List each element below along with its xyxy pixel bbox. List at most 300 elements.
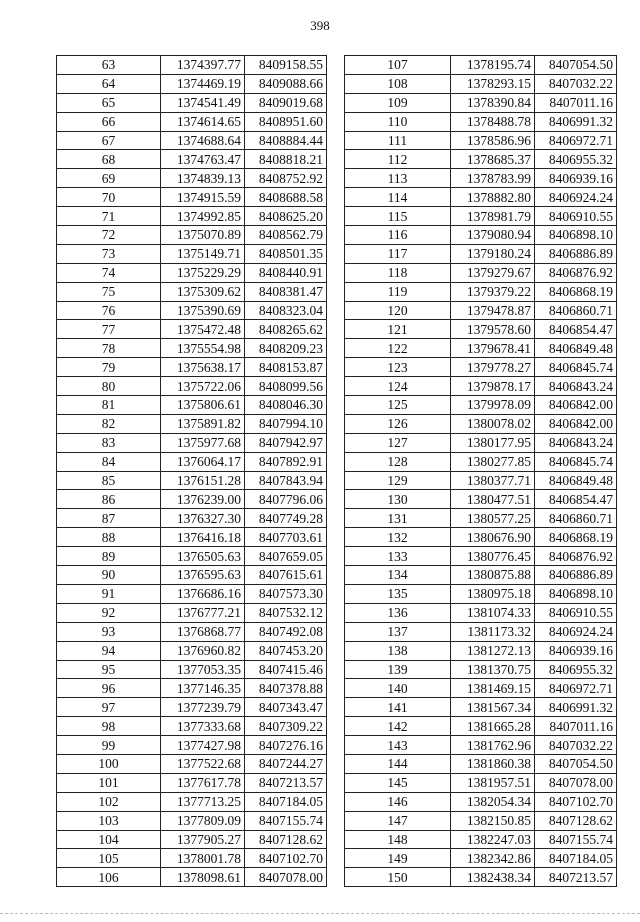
point-number: 79	[57, 358, 161, 377]
point-number: 100	[57, 754, 161, 773]
x-coordinate: 1374763.47	[161, 150, 245, 169]
table-row	[345, 811, 617, 830]
x-coordinate: 1376505.63	[161, 547, 245, 566]
table-row	[57, 74, 327, 93]
point-number: 140	[345, 679, 451, 698]
table-row	[57, 490, 327, 509]
y-coordinate: 8406860.71	[535, 301, 617, 320]
x-coordinate: 1380177.95	[451, 433, 535, 452]
table-row	[57, 396, 327, 415]
point-number: 86	[57, 490, 161, 509]
table-row	[57, 56, 327, 75]
x-coordinate: 1378001.78	[161, 849, 245, 868]
point-number: 117	[345, 244, 451, 263]
y-coordinate: 8406886.89	[535, 244, 617, 263]
y-coordinate: 8406924.24	[535, 622, 617, 641]
y-coordinate: 8406849.48	[535, 339, 617, 358]
y-coordinate: 8409088.66	[245, 74, 327, 93]
y-coordinate: 8408951.60	[245, 112, 327, 131]
table-row	[57, 641, 327, 660]
point-number: 120	[345, 301, 451, 320]
x-coordinate: 1375229.29	[161, 263, 245, 282]
point-number: 114	[345, 188, 451, 207]
point-number: 93	[57, 622, 161, 641]
y-coordinate: 8408884.44	[245, 131, 327, 150]
table-row	[345, 414, 617, 433]
table-row	[57, 414, 327, 433]
y-coordinate: 8407615.61	[245, 566, 327, 585]
table-row	[345, 622, 617, 641]
table-row	[345, 150, 617, 169]
table-row	[345, 433, 617, 452]
table-row	[345, 56, 617, 75]
table-row	[57, 244, 327, 263]
y-coordinate: 8407078.00	[245, 868, 327, 887]
table-row	[57, 566, 327, 585]
y-coordinate: 8408562.79	[245, 226, 327, 245]
x-coordinate: 1378882.80	[451, 188, 535, 207]
x-coordinate: 1377239.79	[161, 698, 245, 717]
table-row	[57, 339, 327, 358]
coordinates-table-right	[344, 55, 617, 887]
point-number: 98	[57, 717, 161, 736]
y-coordinate: 8408153.87	[245, 358, 327, 377]
point-number: 70	[57, 188, 161, 207]
point-number: 96	[57, 679, 161, 698]
x-coordinate: 1380477.51	[451, 490, 535, 509]
y-coordinate: 8406845.74	[535, 358, 617, 377]
table-row	[57, 622, 327, 641]
point-number: 110	[345, 112, 451, 131]
point-number: 118	[345, 263, 451, 282]
table-row	[345, 74, 617, 93]
x-coordinate: 1377146.35	[161, 679, 245, 698]
table-row	[57, 263, 327, 282]
x-coordinate: 1380377.71	[451, 471, 535, 490]
x-coordinate: 1379180.24	[451, 244, 535, 263]
y-coordinate: 8406955.32	[535, 150, 617, 169]
table-row	[345, 207, 617, 226]
point-number: 142	[345, 717, 451, 736]
y-coordinate: 8407184.05	[245, 792, 327, 811]
table-row	[57, 547, 327, 566]
table-row	[345, 528, 617, 547]
x-coordinate: 1380277.85	[451, 452, 535, 471]
x-coordinate: 1381173.32	[451, 622, 535, 641]
table-row	[57, 811, 327, 830]
x-coordinate: 1380577.25	[451, 509, 535, 528]
y-coordinate: 8407796.06	[245, 490, 327, 509]
point-number: 134	[345, 566, 451, 585]
table-row	[345, 263, 617, 282]
table-row	[345, 471, 617, 490]
x-coordinate: 1378488.78	[451, 112, 535, 131]
x-coordinate: 1376777.21	[161, 603, 245, 622]
y-coordinate: 8407078.00	[535, 773, 617, 792]
y-coordinate: 8406972.71	[535, 679, 617, 698]
point-number: 65	[57, 93, 161, 112]
y-coordinate: 8406910.55	[535, 603, 617, 622]
x-coordinate: 1379778.27	[451, 358, 535, 377]
point-number: 82	[57, 414, 161, 433]
x-coordinate: 1379578.60	[451, 320, 535, 339]
point-number: 90	[57, 566, 161, 585]
table-row	[57, 433, 327, 452]
coordinates-table-left-body	[57, 56, 327, 887]
y-coordinate: 8407942.97	[245, 433, 327, 452]
point-number: 102	[57, 792, 161, 811]
coordinates-table-left	[56, 55, 327, 887]
point-number: 147	[345, 811, 451, 830]
y-coordinate: 8406898.10	[535, 226, 617, 245]
table-row	[57, 736, 327, 755]
point-number: 68	[57, 150, 161, 169]
x-coordinate: 1381567.34	[451, 698, 535, 717]
point-number: 85	[57, 471, 161, 490]
x-coordinate: 1381665.28	[451, 717, 535, 736]
x-coordinate: 1377809.09	[161, 811, 245, 830]
y-coordinate: 8406843.24	[535, 377, 617, 396]
point-number: 112	[345, 150, 451, 169]
table-row	[57, 717, 327, 736]
y-coordinate: 8408323.04	[245, 301, 327, 320]
point-number: 88	[57, 528, 161, 547]
point-number: 89	[57, 547, 161, 566]
point-number: 105	[57, 849, 161, 868]
y-coordinate: 8407892.91	[245, 452, 327, 471]
y-coordinate: 8406860.71	[535, 509, 617, 528]
table-row	[57, 660, 327, 679]
x-coordinate: 1381370.75	[451, 660, 535, 679]
x-coordinate: 1377617.78	[161, 773, 245, 792]
y-coordinate: 8407378.88	[245, 679, 327, 698]
y-coordinate: 8407659.05	[245, 547, 327, 566]
table-row	[345, 282, 617, 301]
x-coordinate: 1377333.68	[161, 717, 245, 736]
table-row	[345, 830, 617, 849]
x-coordinate: 1375806.61	[161, 396, 245, 415]
point-number: 75	[57, 282, 161, 301]
table-row	[345, 188, 617, 207]
point-number: 95	[57, 660, 161, 679]
table-row	[57, 226, 327, 245]
y-coordinate: 8406843.24	[535, 433, 617, 452]
x-coordinate: 1375309.62	[161, 282, 245, 301]
point-number: 101	[57, 773, 161, 792]
x-coordinate: 1382438.34	[451, 868, 535, 887]
y-coordinate: 8407102.70	[245, 849, 327, 868]
x-coordinate: 1378586.96	[451, 131, 535, 150]
table-row	[57, 698, 327, 717]
x-coordinate: 1380676.90	[451, 528, 535, 547]
point-number: 132	[345, 528, 451, 547]
y-coordinate: 8406939.16	[535, 641, 617, 660]
y-coordinate: 8407184.05	[535, 849, 617, 868]
point-number: 67	[57, 131, 161, 150]
x-coordinate: 1375390.69	[161, 301, 245, 320]
point-number: 148	[345, 830, 451, 849]
point-number: 146	[345, 792, 451, 811]
table-row	[345, 490, 617, 509]
page-number: 398	[310, 18, 330, 33]
y-coordinate: 8406898.10	[535, 584, 617, 603]
table-row	[57, 358, 327, 377]
table-row	[57, 207, 327, 226]
x-coordinate: 1375149.71	[161, 244, 245, 263]
x-coordinate: 1377522.68	[161, 754, 245, 773]
y-coordinate: 8407492.08	[245, 622, 327, 641]
y-coordinate: 8406868.19	[535, 282, 617, 301]
x-coordinate: 1379978.09	[451, 396, 535, 415]
y-coordinate: 8407032.22	[535, 736, 617, 755]
y-coordinate: 8407309.22	[245, 717, 327, 736]
y-coordinate: 8409158.55	[245, 56, 327, 75]
table-row	[345, 301, 617, 320]
point-number: 77	[57, 320, 161, 339]
point-number: 138	[345, 641, 451, 660]
x-coordinate: 1374469.19	[161, 74, 245, 93]
y-coordinate: 8406854.47	[535, 490, 617, 509]
x-coordinate: 1380975.18	[451, 584, 535, 603]
table-row	[57, 471, 327, 490]
point-number: 107	[345, 56, 451, 75]
table-row	[345, 868, 617, 887]
x-coordinate: 1377713.25	[161, 792, 245, 811]
table-row	[57, 754, 327, 773]
y-coordinate: 8407994.10	[245, 414, 327, 433]
y-coordinate: 8407213.57	[245, 773, 327, 792]
table-row	[57, 150, 327, 169]
x-coordinate: 1376960.82	[161, 641, 245, 660]
y-coordinate: 8408501.35	[245, 244, 327, 263]
y-coordinate: 8406845.74	[535, 452, 617, 471]
y-coordinate: 8407054.50	[535, 754, 617, 773]
table-row	[57, 282, 327, 301]
point-number: 126	[345, 414, 451, 433]
x-coordinate: 1374397.77	[161, 56, 245, 75]
x-coordinate: 1379379.22	[451, 282, 535, 301]
y-coordinate: 8407276.16	[245, 736, 327, 755]
point-number: 84	[57, 452, 161, 471]
y-coordinate: 8408381.47	[245, 282, 327, 301]
y-coordinate: 8406939.16	[535, 169, 617, 188]
x-coordinate: 1380078.02	[451, 414, 535, 433]
point-number: 74	[57, 263, 161, 282]
table-row	[57, 452, 327, 471]
y-coordinate: 8407244.27	[245, 754, 327, 773]
y-coordinate: 8407128.62	[535, 811, 617, 830]
x-coordinate: 1377427.98	[161, 736, 245, 755]
point-number: 81	[57, 396, 161, 415]
x-coordinate: 1377053.35	[161, 660, 245, 679]
table-row	[57, 792, 327, 811]
table-row	[57, 773, 327, 792]
y-coordinate: 8407032.22	[535, 74, 617, 93]
point-number: 144	[345, 754, 451, 773]
table-row	[345, 641, 617, 660]
point-number: 129	[345, 471, 451, 490]
table-row	[57, 169, 327, 188]
table-row	[345, 849, 617, 868]
y-coordinate: 8406924.24	[535, 188, 617, 207]
x-coordinate: 1381272.13	[451, 641, 535, 660]
y-coordinate: 8408625.20	[245, 207, 327, 226]
y-coordinate: 8407453.20	[245, 641, 327, 660]
y-coordinate: 8407573.30	[245, 584, 327, 603]
point-number: 80	[57, 377, 161, 396]
y-coordinate: 8406886.89	[535, 566, 617, 585]
y-coordinate: 8407011.16	[535, 717, 617, 736]
y-coordinate: 8409019.68	[245, 93, 327, 112]
x-coordinate: 1377905.27	[161, 830, 245, 849]
x-coordinate: 1381860.38	[451, 754, 535, 773]
point-number: 66	[57, 112, 161, 131]
point-number: 92	[57, 603, 161, 622]
point-number: 125	[345, 396, 451, 415]
x-coordinate: 1381957.51	[451, 773, 535, 792]
page-bottom-edge	[0, 913, 640, 914]
x-coordinate: 1380776.45	[451, 547, 535, 566]
point-number: 135	[345, 584, 451, 603]
x-coordinate: 1379080.94	[451, 226, 535, 245]
x-coordinate: 1378685.37	[451, 150, 535, 169]
y-coordinate: 8406991.32	[535, 112, 617, 131]
x-coordinate: 1379279.67	[451, 263, 535, 282]
y-coordinate: 8408046.30	[245, 396, 327, 415]
x-coordinate: 1380875.88	[451, 566, 535, 585]
x-coordinate: 1382150.85	[451, 811, 535, 830]
x-coordinate: 1376064.17	[161, 452, 245, 471]
table-row	[57, 301, 327, 320]
table-row	[345, 547, 617, 566]
x-coordinate: 1376151.28	[161, 471, 245, 490]
y-coordinate: 8407532.12	[245, 603, 327, 622]
y-coordinate: 8407343.47	[245, 698, 327, 717]
table-row	[345, 396, 617, 415]
y-coordinate: 8406842.00	[535, 396, 617, 415]
point-number: 103	[57, 811, 161, 830]
point-number: 76	[57, 301, 161, 320]
point-number: 97	[57, 698, 161, 717]
point-number: 64	[57, 74, 161, 93]
x-coordinate: 1379878.17	[451, 377, 535, 396]
table-row	[345, 603, 617, 622]
point-number: 111	[345, 131, 451, 150]
y-coordinate: 8406991.32	[535, 698, 617, 717]
point-number: 145	[345, 773, 451, 792]
x-coordinate: 1379678.41	[451, 339, 535, 358]
point-number: 109	[345, 93, 451, 112]
x-coordinate: 1381469.15	[451, 679, 535, 698]
x-coordinate: 1378195.74	[451, 56, 535, 75]
point-number: 124	[345, 377, 451, 396]
y-coordinate: 8406876.92	[535, 263, 617, 282]
x-coordinate: 1378293.15	[451, 74, 535, 93]
table-row	[57, 679, 327, 698]
point-number: 130	[345, 490, 451, 509]
table-row	[57, 112, 327, 131]
point-number: 106	[57, 868, 161, 887]
x-coordinate: 1376416.18	[161, 528, 245, 547]
x-coordinate: 1382342.86	[451, 849, 535, 868]
x-coordinate: 1375472.48	[161, 320, 245, 339]
table-row	[57, 188, 327, 207]
table-row	[345, 358, 617, 377]
table-row	[57, 528, 327, 547]
point-number: 87	[57, 509, 161, 528]
point-number: 115	[345, 207, 451, 226]
table-row	[345, 754, 617, 773]
table-row	[345, 339, 617, 358]
table-row	[57, 131, 327, 150]
y-coordinate: 8407155.74	[535, 830, 617, 849]
y-coordinate: 8407102.70	[535, 792, 617, 811]
x-coordinate: 1374541.49	[161, 93, 245, 112]
point-number: 141	[345, 698, 451, 717]
table-row	[345, 169, 617, 188]
point-number: 139	[345, 660, 451, 679]
y-coordinate: 8408265.62	[245, 320, 327, 339]
x-coordinate: 1375891.82	[161, 414, 245, 433]
point-number: 119	[345, 282, 451, 301]
table-row	[345, 736, 617, 755]
x-coordinate: 1382054.34	[451, 792, 535, 811]
table-row	[345, 112, 617, 131]
x-coordinate: 1376868.77	[161, 622, 245, 641]
x-coordinate: 1374688.64	[161, 131, 245, 150]
x-coordinate: 1374915.59	[161, 188, 245, 207]
y-coordinate: 8407703.61	[245, 528, 327, 547]
x-coordinate: 1381762.96	[451, 736, 535, 755]
table-row	[345, 566, 617, 585]
point-number: 149	[345, 849, 451, 868]
table-row	[345, 93, 617, 112]
y-coordinate: 8406876.92	[535, 547, 617, 566]
point-number: 69	[57, 169, 161, 188]
table-row	[57, 377, 327, 396]
x-coordinate: 1382247.03	[451, 830, 535, 849]
table-row	[345, 131, 617, 150]
table-row	[345, 226, 617, 245]
point-number: 63	[57, 56, 161, 75]
x-coordinate: 1375554.98	[161, 339, 245, 358]
point-number: 133	[345, 547, 451, 566]
y-coordinate: 8408099.56	[245, 377, 327, 396]
x-coordinate: 1374614.65	[161, 112, 245, 131]
point-number: 116	[345, 226, 451, 245]
table-row	[345, 320, 617, 339]
x-coordinate: 1374992.85	[161, 207, 245, 226]
point-number: 136	[345, 603, 451, 622]
point-number: 72	[57, 226, 161, 245]
table-row	[57, 868, 327, 887]
y-coordinate: 8408440.91	[245, 263, 327, 282]
point-number: 94	[57, 641, 161, 660]
point-number: 73	[57, 244, 161, 263]
point-number: 108	[345, 74, 451, 93]
table-row	[57, 830, 327, 849]
y-coordinate: 8408752.92	[245, 169, 327, 188]
y-coordinate: 8407749.28	[245, 509, 327, 528]
point-number: 122	[345, 339, 451, 358]
point-number: 113	[345, 169, 451, 188]
point-number: 123	[345, 358, 451, 377]
y-coordinate: 8408818.21	[245, 150, 327, 169]
y-coordinate: 8408209.23	[245, 339, 327, 358]
y-coordinate: 8407011.16	[535, 93, 617, 112]
y-coordinate: 8406910.55	[535, 207, 617, 226]
table-row	[345, 679, 617, 698]
